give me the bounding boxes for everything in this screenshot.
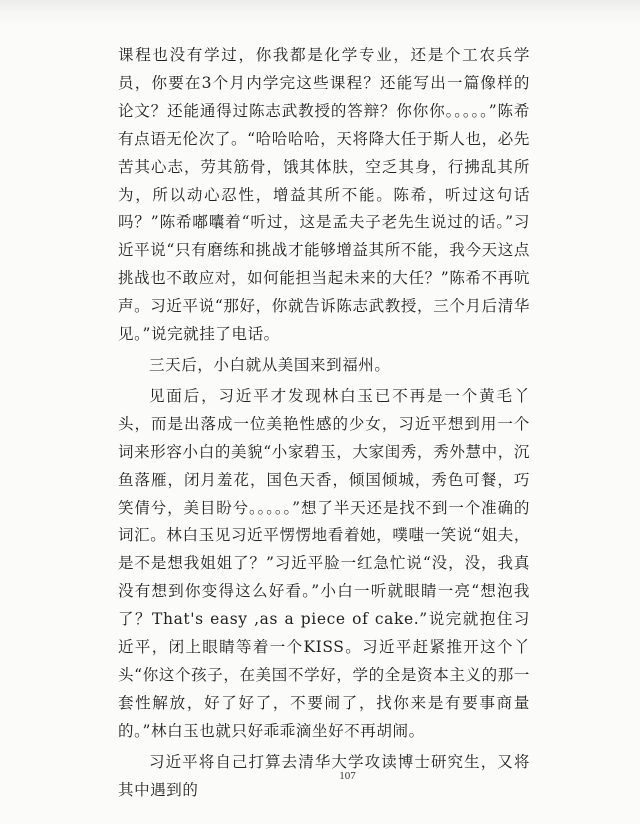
paragraph-continuation: 课程也没有学过，你我都是化学专业，还是个工农兵学员，你要在3个月内学完这些课程？还能写出一篇像样的论文？还能通得过陈志武教授的答辩？你你你。。。。。”陈希有点语无伦次了。“哈哈哈哈，天将降大任于斯人也，必先苦其心志，劳其筋骨，饿其体肤，空乏其身，行拂乱其所为，所以动心忍性，增益其所不能。陈希，听过这句话吗？”陈希嘟囔着“听过，这是孟夫子老先生说过的话。”习近平说“只有磨练和挑战才能够增益其所不能，我今天这点挑战也不敢应对，如何能担当起未来的大任？”陈希不再吭声。习近平说“那好，你就告诉陈志武教授，三个月后清华见。”说完就挂了电话。 bbox=[118, 46, 530, 344]
body-text bbox=[118, 42, 530, 807]
paragraph-meeting: 见面后，习近平才发现林白玉已不再是一个黄毛丫头，而是出落成一位美艳性感的少女，习近平想到用一个词来形容小白的美貌“小家碧玉，大家闺秀，秀外慧中，沉鱼落雁，闭月羞花，国色天香，倾国倾城，秀色可餐，巧笑倩兮，美目盼兮。。。。。”想了半天还是找不到一个准确的词汇。林白玉见习近平愣愣地看着她，噗嗤一笑说“姐夫，是不是想我姐姐了？”习近平脸一红急忙说“没，没，我真没有想到你变得这么好看。”小白一听就眼睛一亮“想泡我了？That's easy ,as a piece of cake.”说完就抱住习近平，闭上眼睛等着一个KISS。习近平赶紧推开这个丫头“你这个孩子，在美国不学好，学的全是资本主义的那一套性解放，好了好了，不要闹了，找你来是有要事商量的。”林白玉也就只好乖乖滴坐好不再胡闹。 bbox=[118, 386, 530, 740]
paragraph-plan: 习近平将自己打算去清华大学攻读博士研究生，又将其中遇到的 bbox=[118, 752, 530, 799]
paragraph-arrival: 三天后，小白就从美国来到福州。 bbox=[149, 355, 391, 374]
scan-edge-shadow bbox=[0, 0, 640, 26]
page-number: 107 bbox=[339, 770, 356, 782]
